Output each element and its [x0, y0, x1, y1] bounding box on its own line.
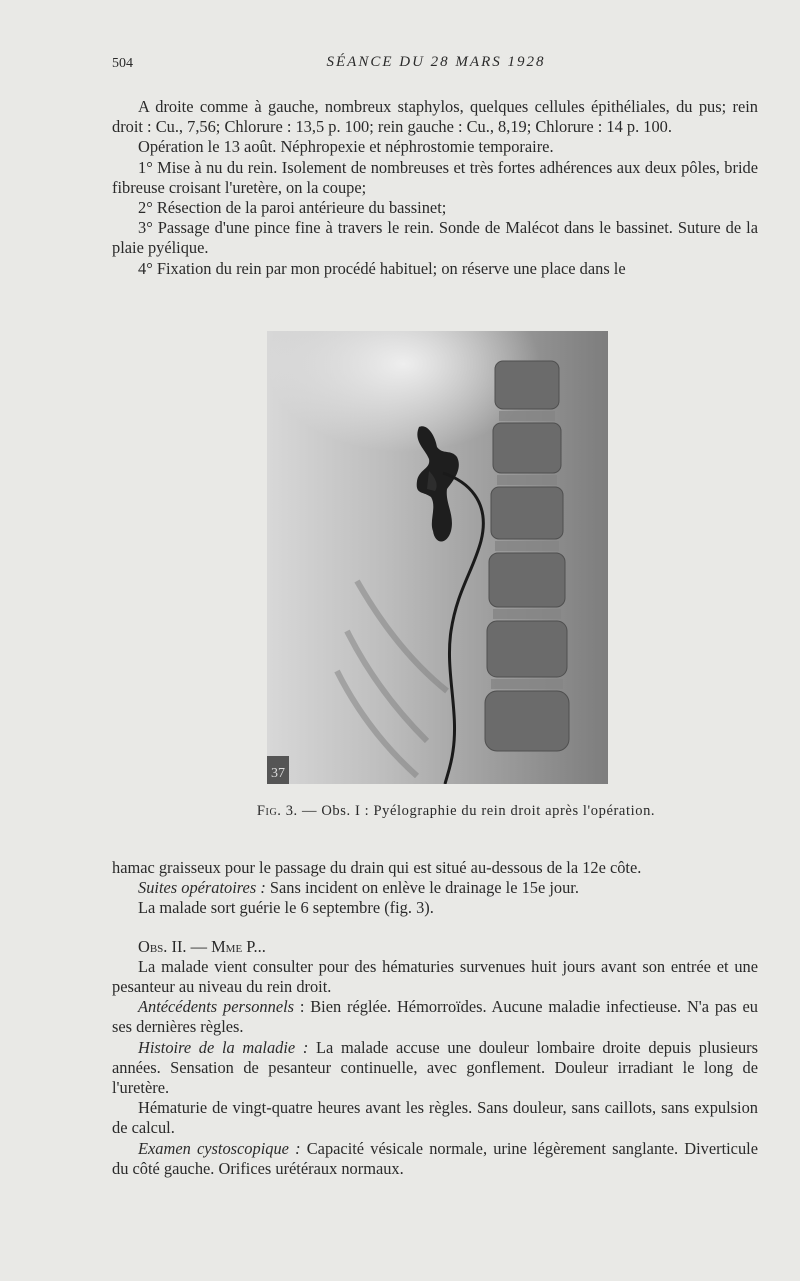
page-header — [112, 54, 758, 76]
paragraph: 3° Passage d'une pince fine à travers le rein. Sonde de Malécot dans le bassinet. Suture de la plaie pyélique. — [112, 218, 758, 258]
xray-image — [267, 331, 608, 784]
section-label: Suites opératoires : — [138, 878, 266, 898]
paragraph — [112, 1139, 758, 1179]
section-label: Histoire de la maladie : — [138, 1037, 309, 1057]
caption-text: — Obs. I : Pyélographie du rein droit après l'opération. — [297, 803, 656, 819]
paragraph-text: Capacité vésicale normale, urine légèrement sanglante. Diverticule du côté gauche. Orifices urétéraux normaux. — [112, 1138, 758, 1178]
figure-caption — [112, 803, 800, 820]
paragraph: Hématurie de vingt-quatre heures avant les règles. Sans douleur, sans caillots, sans expulsion de calcul. — [112, 1098, 758, 1138]
paragraph: Opération le 13 août. Néphropexie et néphrostomie temporaire. — [138, 137, 554, 157]
body-text-bottom — [112, 858, 758, 1179]
paragraph — [112, 878, 758, 898]
pyelography-figure — [267, 331, 608, 784]
paragraph: La malade vient consulter pour des hématuries survenues huit jours avant son entrée et une pesanteur au niveau du rein droit. — [112, 956, 758, 997]
body-text-top — [112, 97, 758, 279]
paragraph — [112, 1038, 758, 1099]
section-label: Antécédents personnels — [138, 997, 295, 1017]
running-title: SÉANCE DU 28 MARS 1928 — [326, 54, 546, 70]
paragraph: La malade sort guérie le 6 septembre (fig. 3). — [138, 898, 434, 918]
observation-title: Obs. II. — Mme P... — [138, 936, 266, 956]
paragraph: A droite comme à gauche, nombreux staphylos, quelques cellules épithéliales, du pus; rein droit : Cu., 7,56; Chlorure : 13,5 p. 100; rein gauche : Cu., 8,19; Chlorure : 14 p. 100. — [112, 97, 758, 137]
page-number: 504 — [112, 56, 133, 71]
paragraph: hamac graisseux pour le passage du drain qui est situé au-dessous de la 12e côte. — [112, 858, 642, 877]
section-label: Examen cystoscopique : — [138, 1138, 301, 1158]
paragraph-text: : Bien réglée. Hémorroïdes. Aucune maladie infectieuse. N'a pas eu ses dernières règles. — [112, 997, 758, 1037]
paragraph-text: La malade accuse une douleur lombaire droite depuis plusieurs années. Sensation de pesanteur continuelle, avec gonflement. Douleur irradiant le long de l'uretère. — [112, 1037, 758, 1098]
film-corner-mark: 37 — [271, 766, 285, 781]
paragraph: 2° Résection de la paroi antérieure du bassinet; — [138, 198, 447, 218]
caption-label: Fig. 3. — [256, 803, 298, 819]
paragraph: 1° Mise à nu du rein. Isolement de nombreuses et très fortes adhérences aux deux pôles, bride fibreuse croisant l'uretère, on la coupe; — [112, 157, 758, 197]
paragraph-text: Sans incident on enlève le drainage le 15e jour. — [265, 878, 579, 898]
paragraph — [112, 997, 758, 1037]
paragraph: 4° Fixation du rein par mon procédé habituel; on réserve une place dans le — [138, 258, 626, 278]
